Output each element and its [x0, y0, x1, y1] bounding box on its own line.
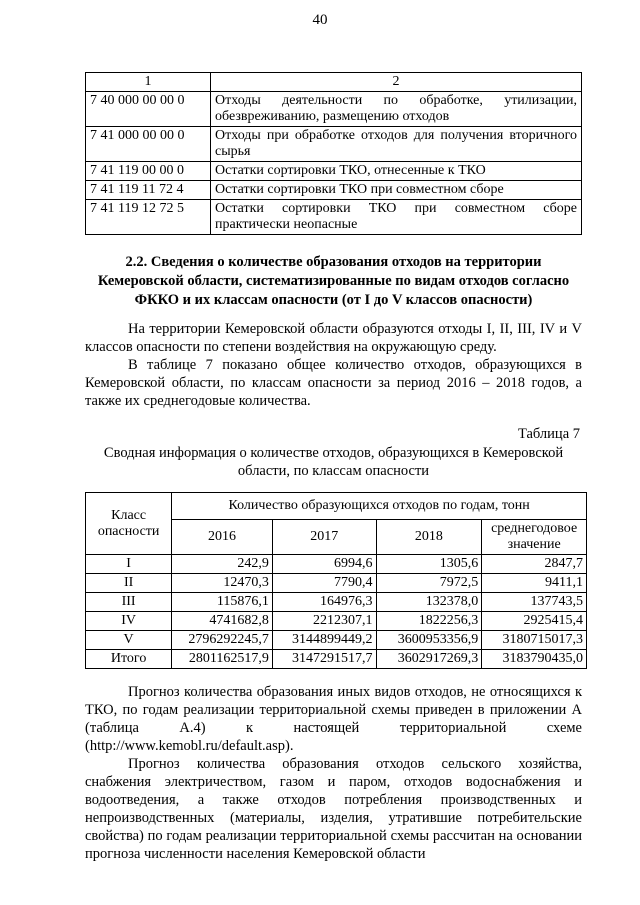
header-cell: 2 [211, 73, 582, 92]
waste-code: 7 41 119 00 00 0 [86, 162, 211, 181]
table-header-row [86, 493, 587, 520]
value-cell: 3147291517,7 [272, 650, 376, 669]
table-row [86, 181, 582, 200]
value-cell: 242,9 [172, 555, 273, 574]
paragraph [85, 755, 582, 863]
hazard-class: II [86, 574, 172, 593]
value-cell: 12470,3 [172, 574, 273, 593]
waste-code: 7 41 000 00 00 0 [86, 127, 211, 162]
value-cell: 1822256,3 [376, 612, 482, 631]
section-heading: 2.2. Сведения о количестве образования отходов на территории Кемеровской области, систематизированные по видам отходов согласно ФККО и их классам опасности (от I до V классов опасности) [97, 254, 570, 308]
waste-name: Остатки сортировки ТКО при совместном сборе [211, 181, 582, 200]
hazard-class: Итого [86, 650, 172, 669]
value-cell: 3602917269,3 [376, 650, 482, 669]
value-cell: 1305,6 [376, 555, 482, 574]
paragraph [85, 356, 582, 410]
value-cell: 137743,5 [482, 593, 587, 612]
hazard-class: III [86, 593, 172, 612]
table-label: Таблица 7 [517, 426, 580, 442]
waste-code: 7 40 000 00 00 0 [86, 92, 211, 127]
table-row [86, 574, 587, 593]
value-cell: 2925415,4 [482, 612, 587, 631]
paragraph-text: Прогноз количества образования иных видов отходов, не относящихся к ТКО, по годам реализации территориальной схемы приведен в приложении А (таблица А.4) к настоящей территориальной схеме (http://www.kemobl.ru/default.asp). [85, 684, 582, 754]
paragraph-text: На территории Кемеровской области образуются отходы I, II, III, IV и V классов опасности по степени воздействия на окружающую среду. [85, 321, 582, 355]
waste-code: 7 41 119 11 72 4 [86, 181, 211, 200]
hazard-class: I [86, 555, 172, 574]
table-row [86, 162, 582, 181]
class-column-header: Класс опасности [86, 493, 172, 555]
value-cell: 7790,4 [272, 574, 376, 593]
waste-name: Отходы деятельности по обработке, утилизации, обезвреживанию, размещению отходов [211, 92, 582, 127]
value-cell: 3183790435,0 [482, 650, 587, 669]
header-cell: 1 [86, 73, 211, 92]
table-row [86, 200, 582, 235]
table-row [86, 92, 582, 127]
table-row [86, 593, 587, 612]
value-cell: 2796292245,7 [172, 631, 273, 650]
table-row [86, 127, 582, 162]
waste-name: Остатки сортировки ТКО, отнесенные к ТКО [211, 162, 582, 181]
value-cell: 164976,3 [272, 593, 376, 612]
value-cell: 3600953356,9 [376, 631, 482, 650]
table-header-row [86, 73, 582, 92]
year-header: 2016 [172, 520, 273, 555]
waste-name: Остатки сортировки ТКО при совместном сборе практически неопасные [211, 200, 582, 235]
paragraph [85, 320, 582, 356]
paragraph [85, 683, 582, 755]
table-row [86, 631, 587, 650]
average-header: среднегодовое значение [482, 520, 587, 555]
table-row [86, 555, 587, 574]
value-cell: 2212307,1 [272, 612, 376, 631]
waste-code: 7 41 119 12 72 5 [86, 200, 211, 235]
table-total-row [86, 650, 587, 669]
quantity-column-group-header: Количество образующихся отходов по годам, тонн [172, 493, 587, 520]
value-cell: 115876,1 [172, 593, 273, 612]
value-cell: 3180715017,3 [482, 631, 587, 650]
year-header: 2018 [376, 520, 482, 555]
value-cell: 9411,1 [482, 574, 587, 593]
year-header: 2017 [272, 520, 376, 555]
value-cell: 7972,5 [376, 574, 482, 593]
paragraph-text: Прогноз количества образования отходов сельского хозяйства, снабжения электричеством, газом и паром, отходов водоснабжения и водоотведения, а также отходов потребления производственных и непроизводственных (материалы, изделия, утратившие потребительские свойства) по годам реализации территориальной схемы рассчитан на основании прогноза численности населения Кемеровской области [85, 756, 582, 862]
waste-codes-table [85, 72, 582, 235]
paragraph-text: В таблице 7 показано общее количество отходов, образующихся в Кемеровской области, по классам опасности за период 2016 – 2018 годов, а также их среднегодовые количества. [85, 357, 582, 409]
value-cell: 6994,6 [272, 555, 376, 574]
hazard-class: IV [86, 612, 172, 631]
page-number: 40 [312, 12, 328, 28]
hazard-class: V [86, 631, 172, 650]
value-cell: 132378,0 [376, 593, 482, 612]
value-cell: 2847,7 [482, 555, 587, 574]
value-cell: 3144899449,2 [272, 631, 376, 650]
table-row [86, 612, 587, 631]
waste-name: Отходы при обработке отходов для получения вторичного сырья [211, 127, 582, 162]
value-cell: 2801162517,9 [172, 650, 273, 669]
waste-by-class-table [85, 492, 587, 669]
table-caption: Сводная информация о количестве отходов, образующихся в Кемеровской области, по классам опасности [103, 445, 564, 479]
value-cell: 4741682,8 [172, 612, 273, 631]
